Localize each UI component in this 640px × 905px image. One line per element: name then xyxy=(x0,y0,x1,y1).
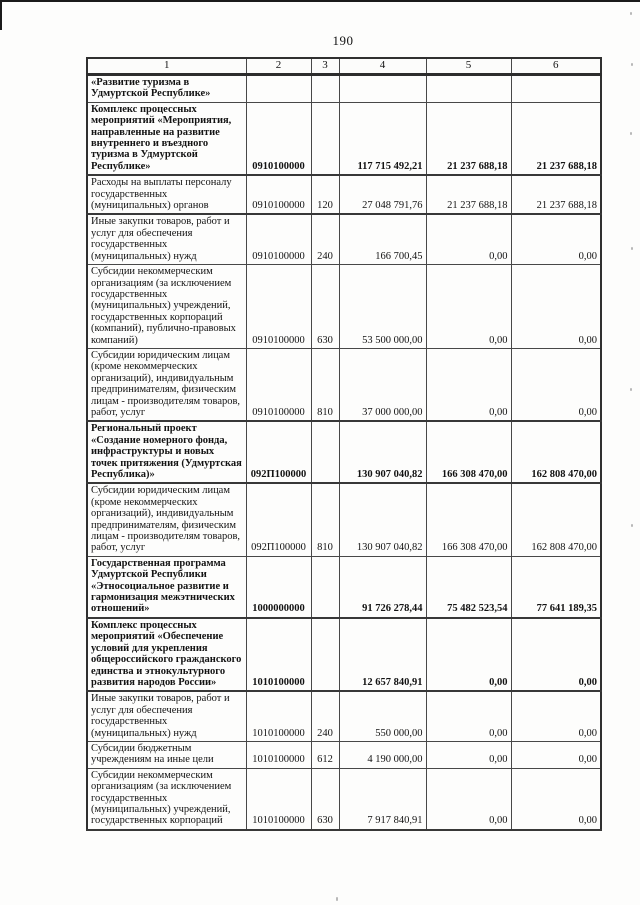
table-row xyxy=(87,741,601,768)
cell-target-code: 0910100000 xyxy=(246,265,311,349)
cell-target-code: 092П100000 xyxy=(246,421,311,483)
cell-target-code: 1010100000 xyxy=(246,741,311,768)
column-header-6: 6 xyxy=(511,58,601,75)
cell-target-code: 0910100000 xyxy=(246,102,311,175)
cell-expense-type: 810 xyxy=(311,483,339,556)
table-header xyxy=(87,58,601,75)
column-header-5: 5 xyxy=(426,58,511,75)
cell-expense-name: Субсидии некоммерческим организациям (за исключением государственных (муниципальных) учреждений, государственных корпораций (компаний), публично-правовых компаний) xyxy=(87,265,246,349)
cell-amount-2: 0,00 xyxy=(426,768,511,830)
cell-amount-3: 0,00 xyxy=(511,741,601,768)
cell-amount-2: 75 482 523,54 xyxy=(426,556,511,618)
cell-amount-3: 21 237 688,18 xyxy=(511,102,601,175)
cell-target-code: 1010100000 xyxy=(246,691,311,741)
cell-expense-name: Комплекс процессных мероприятий «Мероприятия, направленные на развитие внутреннего и въездного туризма в Удмуртской Республике» xyxy=(87,102,246,175)
cell-expense-name: Субсидии юридическим лицам (кроме некоммерческих организаций), индивидуальным предпринимателям, физическим лицам - производителям товаров, работ, услуг xyxy=(87,348,246,421)
scan-artifact xyxy=(630,12,632,15)
cell-target-code: 1010100000 xyxy=(246,768,311,830)
cell-amount-2: 0,00 xyxy=(426,741,511,768)
cell-expense-type xyxy=(311,556,339,618)
cell-expense-type xyxy=(311,75,339,103)
scan-artifact xyxy=(630,132,632,135)
cell-amount-2: 166 308 470,00 xyxy=(426,483,511,556)
scan-artifact xyxy=(336,897,338,901)
table-row xyxy=(87,421,601,483)
cell-expense-type: 240 xyxy=(311,691,339,741)
cell-expense-name: Субсидии бюджетным учреждениям на иные цели xyxy=(87,741,246,768)
cell-amount-3: 162 808 470,00 xyxy=(511,483,601,556)
cell-expense-name: Иные закупки товаров, работ и услуг для обеспечения государственных (муниципальных) нужд xyxy=(87,214,246,264)
cell-expense-name: Комплекс процессных мероприятий «Обеспечение условий для укрепления общероссийского гражданского единства и этнокультурного развития народов России» xyxy=(87,618,246,691)
cell-amount-3: 0,00 xyxy=(511,618,601,691)
table-row xyxy=(87,102,601,175)
table-row xyxy=(87,691,601,741)
cell-amount-1: 550 000,00 xyxy=(339,691,426,741)
scan-artifact xyxy=(631,524,633,527)
cell-amount-3: 0,00 xyxy=(511,348,601,421)
scan-edge-left xyxy=(0,0,2,30)
cell-expense-name: «Развитие туризма в Удмуртской Республике» xyxy=(87,75,246,103)
cell-amount-1: 130 907 040,82 xyxy=(339,421,426,483)
cell-expense-type xyxy=(311,102,339,175)
cell-target-code: 1010100000 xyxy=(246,618,311,691)
cell-expense-type: 810 xyxy=(311,348,339,421)
table-row xyxy=(87,556,601,618)
cell-expense-type: 630 xyxy=(311,265,339,349)
cell-amount-1: 117 715 492,21 xyxy=(339,102,426,175)
cell-amount-1: 37 000 000,00 xyxy=(339,348,426,421)
cell-expense-type xyxy=(311,421,339,483)
cell-amount-1: 7 917 840,91 xyxy=(339,768,426,830)
cell-amount-3 xyxy=(511,75,601,103)
cell-amount-3: 21 237 688,18 xyxy=(511,175,601,214)
cell-amount-3: 162 808 470,00 xyxy=(511,421,601,483)
cell-target-code: 0910100000 xyxy=(246,175,311,214)
cell-amount-1: 4 190 000,00 xyxy=(339,741,426,768)
cell-expense-name: Расходы на выплаты персоналу государственных (муниципальных) органов xyxy=(87,175,246,214)
table-body xyxy=(87,75,601,830)
table-header-row xyxy=(87,58,601,75)
cell-amount-2 xyxy=(426,75,511,103)
cell-expense-type xyxy=(311,618,339,691)
cell-expense-name: Региональный проект «Создание номерного фонда, инфраструктуры и новых точек притяжения (Удмуртская Республика)» xyxy=(87,421,246,483)
table-row xyxy=(87,483,601,556)
page-number: 190 xyxy=(332,33,354,48)
table-row xyxy=(87,348,601,421)
cell-amount-2: 166 308 470,00 xyxy=(426,421,511,483)
cell-amount-3: 0,00 xyxy=(511,691,601,741)
cell-amount-2: 0,00 xyxy=(426,691,511,741)
table-row xyxy=(87,175,601,214)
scan-edge-top xyxy=(0,0,640,2)
cell-expense-type: 630 xyxy=(311,768,339,830)
cell-amount-1: 166 700,45 xyxy=(339,214,426,264)
cell-target-code: 092П100000 xyxy=(246,483,311,556)
cell-amount-2: 0,00 xyxy=(426,265,511,349)
cell-amount-1: 53 500 000,00 xyxy=(339,265,426,349)
cell-amount-3: 0,00 xyxy=(511,265,601,349)
budget-table xyxy=(86,57,602,831)
table-row xyxy=(87,214,601,264)
column-header-3: 3 xyxy=(311,58,339,75)
cell-expense-name: Субсидии некоммерческим организациям (за исключением государственных (муниципальных) учреждений, государственных корпораций xyxy=(87,768,246,830)
cell-target-code: 1000000000 xyxy=(246,556,311,618)
cell-amount-1: 27 048 791,76 xyxy=(339,175,426,214)
cell-amount-1: 91 726 278,44 xyxy=(339,556,426,618)
cell-expense-type: 612 xyxy=(311,741,339,768)
scan-artifact xyxy=(631,247,633,250)
scan-artifact xyxy=(631,63,633,66)
cell-amount-1 xyxy=(339,75,426,103)
cell-expense-type: 120 xyxy=(311,175,339,214)
table-row xyxy=(87,75,601,103)
cell-expense-name: Государственная программа Удмуртской Республики «Этносоциальное развитие и гармонизация межэтнических отношений» xyxy=(87,556,246,618)
cell-amount-2: 0,00 xyxy=(426,618,511,691)
cell-amount-2: 0,00 xyxy=(426,214,511,264)
table-row xyxy=(87,618,601,691)
cell-expense-name: Иные закупки товаров, работ и услуг для обеспечения государственных (муниципальных) нужд xyxy=(87,691,246,741)
cell-amount-3: 77 641 189,35 xyxy=(511,556,601,618)
column-header-4: 4 xyxy=(339,58,426,75)
table-row xyxy=(87,265,601,349)
cell-expense-type: 240 xyxy=(311,214,339,264)
scan-artifact xyxy=(630,388,632,391)
cell-amount-2: 0,00 xyxy=(426,348,511,421)
cell-amount-1: 130 907 040,82 xyxy=(339,483,426,556)
cell-amount-2: 21 237 688,18 xyxy=(426,102,511,175)
cell-amount-3: 0,00 xyxy=(511,768,601,830)
cell-target-code: 0910100000 xyxy=(246,214,311,264)
cell-amount-2: 21 237 688,18 xyxy=(426,175,511,214)
column-header-1: 1 xyxy=(87,58,246,75)
column-header-2: 2 xyxy=(246,58,311,75)
table-row xyxy=(87,768,601,830)
cell-amount-1: 12 657 840,91 xyxy=(339,618,426,691)
cell-expense-name: Субсидии юридическим лицам (кроме некоммерческих организаций), индивидуальным предпринимателям, физическим лицам - производителям товаров, работ, услуг xyxy=(87,483,246,556)
cell-target-code xyxy=(246,75,311,103)
cell-amount-3: 0,00 xyxy=(511,214,601,264)
cell-target-code: 0910100000 xyxy=(246,348,311,421)
